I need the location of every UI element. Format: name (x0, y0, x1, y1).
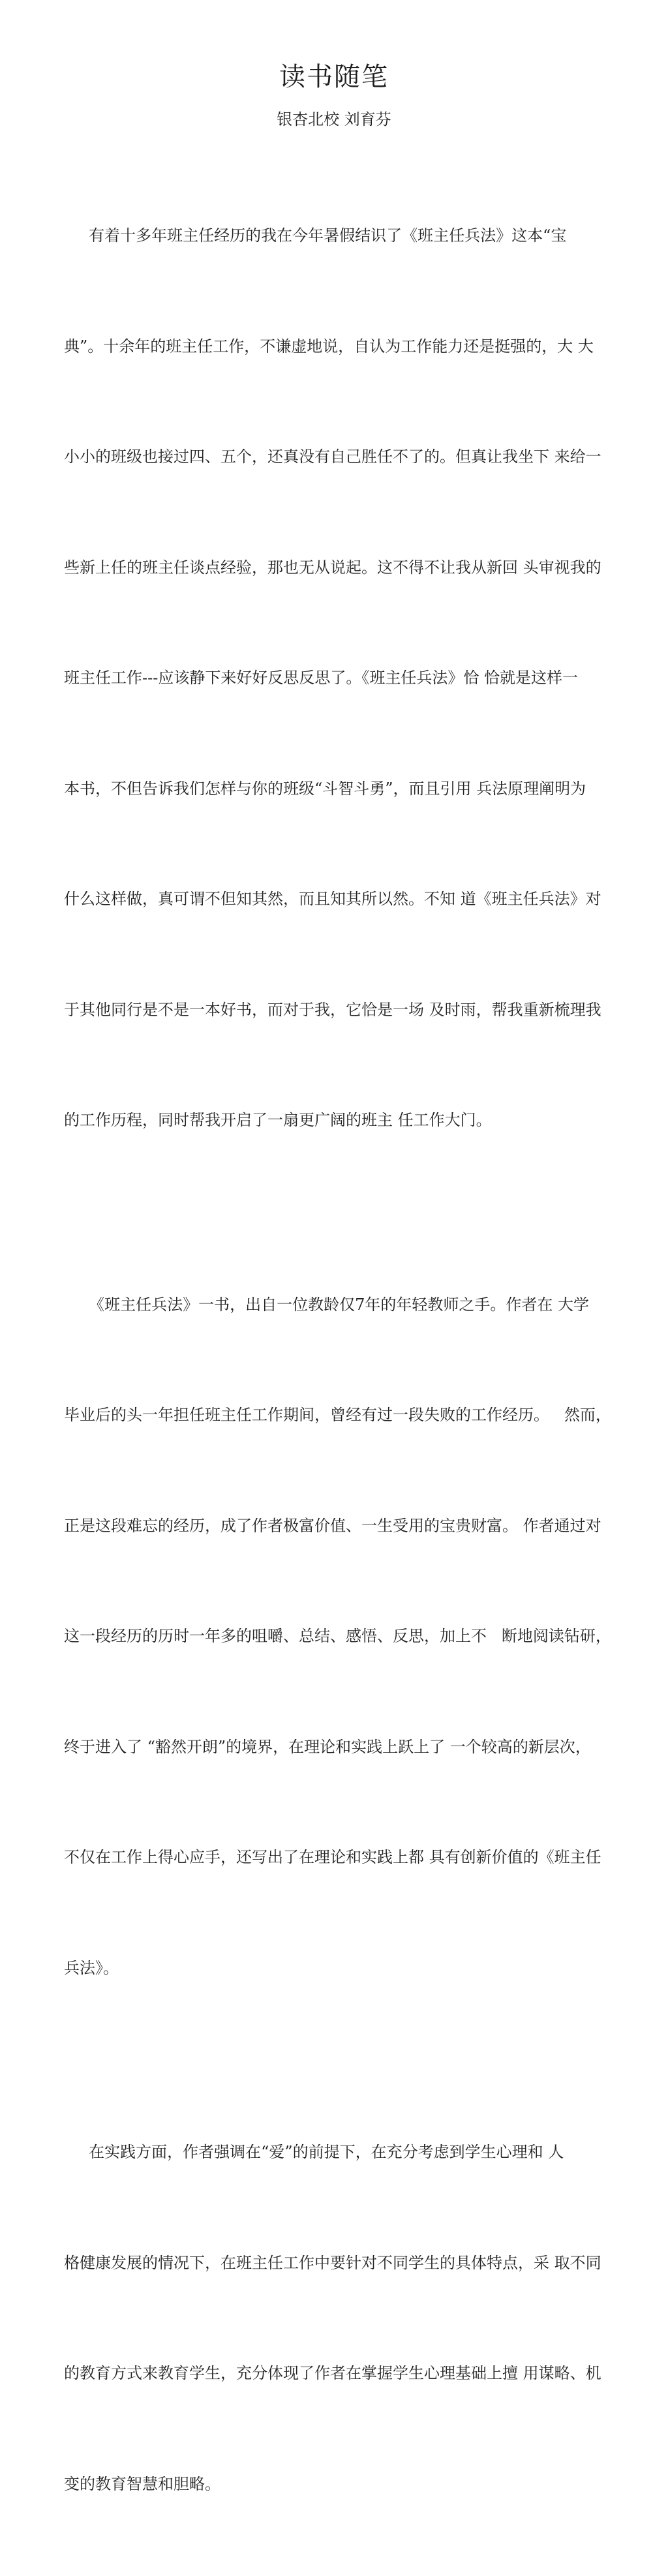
text-line: 在实践方面，作者强调在“爱”的前提下，在充分考虑到学生心理和 人 (64, 2143, 564, 2161)
text-line: 的工作历程，同时帮我开启了一扇更广阔的班主 任工作大门。 (64, 1111, 492, 1129)
text-line: 这一段经历的历时一年多的咀嚼、总结、感悟、反思，加上不 断地阅读钻研， (64, 1627, 611, 1645)
document-body (64, 144, 612, 2576)
text-line: 于其他同行是不是一本好书，而对于我，它恰是一场 及时雨，帮我重新梳理我 (64, 1000, 601, 1019)
paragraph-3 (64, 2060, 612, 2576)
text-line: 格健康发展的情况下，在班主任工作中要针对不同学生的具体特点，采 取不同 (64, 2253, 601, 2272)
paragraph-2 (64, 1213, 612, 2061)
text-line: 班主任工作---应该静下来好好反思反思了。《班主任兵法》恰 恰就是这样一 (64, 669, 578, 687)
text-line: 终于进入了 “豁然开朗”的境界，在理论和实践上跃上了 一个较高的新层次， (64, 1737, 591, 1756)
text-line: 变的教育智慧和胆略。 (64, 2474, 220, 2493)
paragraph-1 (64, 144, 612, 1213)
text-line: 不仅在工作上得心应手，还写出了在理论和实践上都 具有创新价值的《班主任 (64, 1848, 601, 1866)
document-title: 读书随笔 (279, 62, 389, 92)
text-line: 正是这段难忘的经历，成了作者极富价值、一生受用的宝贵财富。 作者通过对 (64, 1516, 601, 1535)
text-line: 什么这样做，真可谓不但知其然，而且知其所以然。不知 道《班主任兵法》对 (64, 890, 601, 908)
text-line: 小小的班级也接过四、五个，还真没有自己胜任不了的。但真让我坐下 来给一 (64, 447, 601, 466)
text-line: 的教育方式来教育学生，充分体现了作者在掌握学生心理基础上擅 用谋略、机 (64, 2364, 601, 2382)
text-line: 毕业后的头一年担任班主任工作期间，曾经有过一段失败的工作经历。 然而， (64, 1406, 611, 1424)
text-line: 些新上任的班主任谈点经验，那也无从说起。这不得不让我从新回 头审视我的 (64, 558, 601, 577)
text-line: 典”。十余年的班主任工作，不谦虚地说，自认为工作能力还是挺强的，大 大 (64, 337, 594, 356)
text-line: 本书，不但告诉我们怎样与你的班级“斗智斗勇”，而且引用 兵法原理阐明为 (64, 779, 586, 798)
document-author: 银杏北校 刘育芬 (277, 110, 391, 129)
text-line: 《班主任兵法》一书，出自一位教龄仅7年的年轻教师之手。作者在 大学 (64, 1295, 590, 1314)
text-line: 有着十多年班主任经历的我在今年暑假结识了《班主任兵法》这本“宝 (64, 226, 567, 245)
text-line: 兵法》。 (64, 1958, 119, 1977)
